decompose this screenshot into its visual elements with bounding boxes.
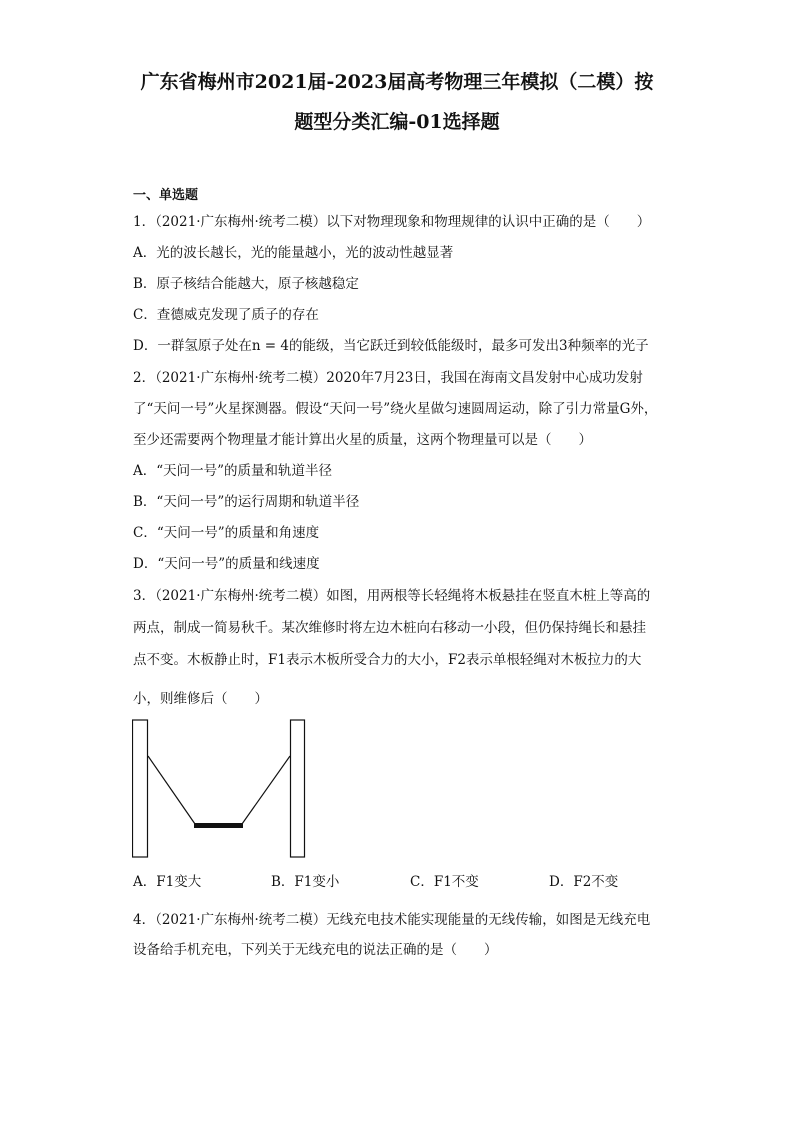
wooden-board bbox=[194, 823, 243, 828]
q4-stem-line-1: 4．（2021·广东梅州·统考二模）无线充电技术能实现能量的无线传输，如图是无线充电 bbox=[133, 912, 651, 928]
q3-option-d: D．F2不变 bbox=[549, 874, 619, 890]
q3-stem-line-4: 小，则维修后（ ） bbox=[133, 691, 268, 707]
q1-option-c: C．查德威克发现了质子的存在 bbox=[133, 307, 319, 323]
q1-stem: 1．（2021·广东梅州·统考二模）以下对物理现象和物理规律的认识中正确的是（ ） bbox=[133, 214, 651, 230]
q3-stem-line-1: 3．（2021·广东梅州·统考二模）如图，用两根等长轻绳将木板悬挂在竖直木桩上等高的 bbox=[133, 588, 651, 604]
q4-stem-line-2: 设备给手机充电，下列关于无线充电的说法正确的是（ ） bbox=[133, 942, 498, 958]
swing-diagram bbox=[132, 718, 307, 860]
q2-stem-line-3: 至少还需要两个物理量才能计算出火星的质量，这两个物理量可以是（ ） bbox=[133, 432, 592, 448]
q2-stem-line-1: 2．（2021·广东梅州·统考二模）2020年7月23日，我国在海南文昌发射中心成功发射 bbox=[133, 370, 643, 386]
q1-option-a: A．光的波长越长，光的能量越小，光的波动性越显著 bbox=[133, 245, 454, 261]
q3-option-a: A．F1变大 bbox=[133, 874, 202, 890]
q2-option-d: D．“天问一号”的质量和线速度 bbox=[133, 556, 320, 572]
q3-stem-line-3: 点不变。木板静止时，F1表示木板所受合力的大小，F2表示单根轻绳对木板拉力的大 bbox=[133, 652, 642, 668]
q3-option-b: B．F1变小 bbox=[271, 874, 340, 890]
document-title-line-1: 广东省梅州市2021届-2023届高考物理三年模拟（二模）按 bbox=[140, 71, 654, 93]
document-title-line-2: 题型分类汇编-01选择题 bbox=[294, 111, 500, 133]
section-heading: 一、单选题 bbox=[133, 188, 199, 203]
left-rope bbox=[148, 756, 195, 824]
left-post bbox=[133, 720, 148, 857]
q2-stem-line-2: 了“天问一号”火星探测器。假设“天问一号”绕火星做匀速圆周运动，除了引力常量G外， bbox=[133, 401, 658, 417]
right-rope bbox=[242, 756, 290, 824]
right-post bbox=[291, 720, 305, 857]
q3-option-c: C．F1不变 bbox=[410, 874, 479, 890]
q3-stem-line-2: 两点，制成一简易秋千。某次维修时将左边木桩向右移动一小段，但仍保持绳长和悬挂 bbox=[133, 620, 646, 636]
q1-option-d: D．一群氢原子处在n = 4的能级，当它跃迁到较低能级时，最多可发出3种频率的光子 bbox=[133, 338, 649, 354]
q1-option-b: B．原子核结合能越大，原子核越稳定 bbox=[133, 276, 359, 292]
q2-option-b: B．“天问一号”的运行周期和轨道半径 bbox=[133, 494, 360, 510]
q2-option-c: C．“天问一号”的质量和角速度 bbox=[133, 525, 320, 541]
q2-option-a: A．“天问一号”的质量和轨道半径 bbox=[133, 463, 333, 479]
